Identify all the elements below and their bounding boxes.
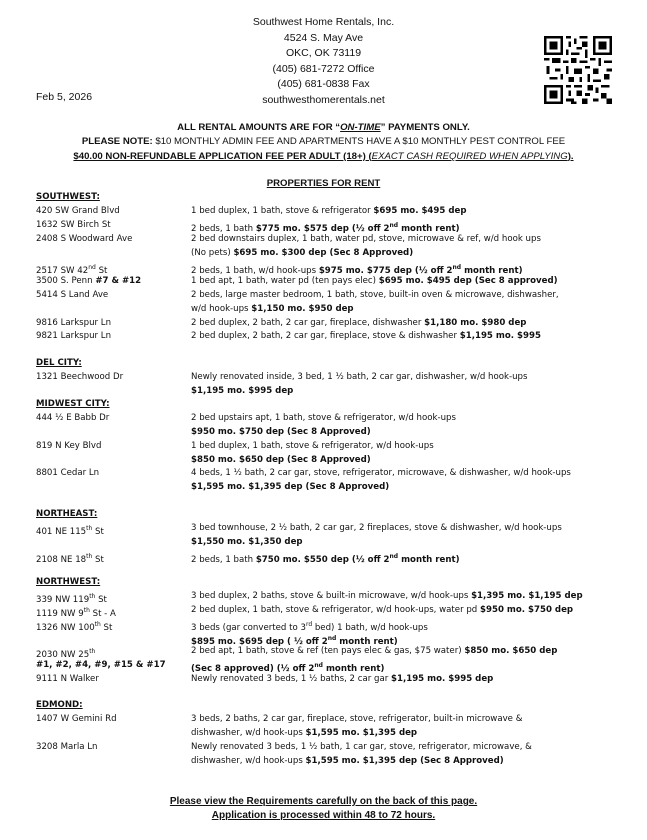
property-address: 1326 NW 100th St [36,621,113,633]
property-description: 1 bed duplex, 1 bath, stove & refrigerator $695 mo. $495 dep [191,206,467,216]
property-description-cont: (No pets) $695 mo. $300 dep (Sec 8 Approved) [191,248,414,258]
notice-line-1: ALL RENTAL AMOUNTS ARE FOR “ON-TIME” PAYMENTS ONLY. [177,122,470,133]
property-price: $1,595 mo. $1,395 dep (Sec 8 Approved) [305,756,504,766]
company-address: 4524 S. May Ave [283,31,364,44]
property-description: 2 bed apt, 1 bath, stove & ref (ten pays elec & gas, $75 water) $850 mo. $650 dep [191,646,558,656]
property-price: $950 mo. $750 dep (Sec 8 Approved) [191,427,371,437]
property-address: 1321 Beechwood Dr [36,372,124,382]
company-phone: (405) 681-7272 Office [272,62,375,75]
property-address: 401 NE 115th St [36,525,104,537]
property-description: 2 beds, large master bedroom, 1 bath, stove, built-in oven & microwave, dishwasher, [191,290,559,300]
property-description: 2 beds, 1 bath $750 mo. $550 dep (½ off 2nd month rent) [191,553,460,565]
property-description-cont: dishwasher, w/d hook-ups $1,595 mo. $1,395 dep (Sec 8 Approved) [191,756,504,766]
property-price: $750 mo. $550 dep (½ off 2nd month rent) [255,553,460,565]
property-price: $850 mo. $650 dep (Sec 8 Approved) [191,455,371,465]
property-address: 3500 S. Penn #7 & #12 [36,276,142,286]
property-price: $695 mo. $495 dep (Sec 8 approved) [378,276,558,286]
property-address: 420 SW Grand Blvd [36,206,120,216]
section-heading-northeast: NORTHEAST: [36,509,98,519]
notice-line-2: PLEASE NOTE: $10 MONTHLY ADMIN FEE AND APARTMENTS HAVE A $10 MONTHLY PEST CONTROL FEE [81,136,566,148]
property-address: 2408 S Woodward Ave [36,234,133,244]
section-heading-southwest: SOUTHWEST: [36,192,100,202]
section-heading-midwest-city: MIDWEST CITY: [36,399,110,409]
property-description: 3 beds (gar converted to 3rd bed) 1 bath, w/d hook-ups [191,621,428,633]
property-address: 3208 Marla Ln [36,742,98,752]
property-price: $895 mo. $695 dep ( ½ off 2nd month rent) [191,635,398,647]
property-description: 3 bed townhouse, 2 ½ bath, 2 car gar, 2 fireplaces, stove & dishwasher, w/d hook-ups [191,523,562,533]
property-price: $1,150 mo. $950 dep [251,304,354,314]
property-address: 9821 Larkspur Ln [36,331,112,341]
property-price: $775 mo. $575 dep (½ off 2nd month rent) [255,222,460,234]
property-price: $975 mo. $775 dep (½ off 2nd month rent) [318,264,523,276]
footer-line-2: Application is processed within 48 to 72 hours. [211,810,436,821]
property-description: 2 bed duplex, 1 bath, stove & refrigerator, w/d hook-ups, water pd $950 mo. $750 dep [191,605,574,615]
property-description: 2 bed upstairs apt, 1 bath, stove & refrigerator, w/d hook-ups [191,413,456,423]
property-address: 339 NW 119th St [36,593,107,605]
property-description: 2 bed downstairs duplex, 1 bath, water pd, stove, microwave & ref, w/d hook ups [191,234,541,244]
property-price: $1,595 mo. $1,395 dep (Sec 8 Approved) [191,482,390,492]
property-description: 1 bed duplex, 1 bath, stove & refrigerator, w/d hook-ups [191,441,434,451]
property-price: $1,395 mo. $1,195 dep [471,591,583,601]
notice-line-3: $40.00 NON-REFUNDABLE APPLICATION FEE PER ADULT (18+) (EXACT CASH REQUIRED WHEN APPLYING). [73,150,574,162]
property-description: 4 beds, 1 ½ bath, 2 car gar, stove, refrigerator, microwave, & dishwasher, w/d hook-ups [191,468,571,478]
footer-line-1: Please view the Requirements carefully on the back of this page. [169,796,478,807]
section-heading-northwest: NORTHWEST: [36,577,101,587]
property-description: 2 beds, 1 bath $775 mo. $575 dep (½ off 2nd month rent) [191,222,460,234]
property-description: Newly renovated 3 beds, 1 ½ baths, 2 car gar $1,195 mo. $995 dep [191,674,494,684]
property-price-note: (Sec 8 approved) (½ off 2nd month rent) [191,662,385,674]
property-address: 2030 NW 25th [36,648,96,660]
property-description: Newly renovated 3 beds, 1 ½ bath, 1 car gar, stove, refrigerator, microwave, & [191,742,532,752]
qr-code-icon [544,36,612,104]
company-name: Southwest Home Rentals, Inc. [252,16,395,28]
property-description: 2 bed duplex, 2 bath, 2 car gar, fireplace, stove & dishwasher $1,195 mo. $995 [191,331,541,341]
property-address: 1632 SW Birch St [36,220,111,230]
property-description: 3 bed duplex, 2 baths, stove & built-in microwave, w/d hook-ups $1,395 mo. $1,195 dep [191,591,583,601]
property-price: $1,195 mo. $995 dep [191,386,294,396]
company-website[interactable]: southwesthomerentals.net [262,93,385,106]
property-address: 2108 NE 18th St [36,553,104,565]
property-price: $850 mo. $650 dep [464,646,558,656]
property-description: 2 beds, 1 bath, w/d hook-ups $975 mo. $775 dep (½ off 2nd month rent) [191,264,523,276]
property-price: $695 mo. $300 dep (Sec 8 Approved) [233,248,414,258]
property-description: Newly renovated inside, 3 bed, 1 ½ bath, 2 car gar, dishwasher, w/d hook-ups [191,372,528,382]
company-fax: (405) 681-0838 Fax [277,78,370,91]
property-description-cont: w/d hook-ups $1,150 mo. $950 dep [191,304,354,314]
property-address: 5414 S Land Ave [36,290,109,300]
property-description-cont: dishwasher, w/d hook-ups $1,595 mo. $1,395 dep [191,728,418,738]
property-address: 444 ½ E Babb Dr [36,413,110,423]
section-heading-del-city: DEL CITY: [36,358,82,368]
property-address: 9111 N Walker [36,674,99,684]
property-price: $1,550 mo. $1,350 dep [191,537,303,547]
property-address: 8801 Cedar Ln [36,468,100,478]
document-date: Feb 5, 2026 [36,91,93,103]
property-description: 3 beds, 2 baths, 2 car gar, fireplace, stove, refrigerator, built-in microwave & [191,714,523,724]
properties-title: PROPERTIES FOR RENT [266,178,381,189]
property-address: 1119 NW 9th St - A [36,607,116,619]
property-price: $1,180 mo. $980 dep [424,318,527,328]
company-city: OKC, OK 73119 [285,47,362,60]
payment-notice [0,121,647,164]
property-unit-numbers: #1, #2, #4, #9, #15 & #17 [36,660,166,670]
property-price: $950 mo. $750 dep [480,605,574,615]
property-address: 1407 W Gemini Rd [36,714,117,724]
property-description: 2 bed duplex, 2 bath, 2 car gar, fireplace, dishwasher $1,180 mo. $980 dep [191,318,527,328]
property-price: $1,195 mo. $995 dep [391,674,494,684]
section-heading-edmond: EDMOND: [36,700,83,710]
property-price: $695 mo. $495 dep [373,206,467,216]
property-address: 9816 Larkspur Ln [36,318,112,328]
property-price: $1,595 mo. $1,395 dep [305,728,418,738]
property-address: 2517 SW 42nd St [36,264,108,276]
property-address: 819 N Key Blvd [36,441,102,451]
property-description: 1 bed apt, 1 bath, water pd (ten pays elec) $695 mo. $495 dep (Sec 8 approved) [191,276,558,286]
footer-notice [0,795,647,823]
property-price: $1,195 mo. $995 [459,331,541,341]
